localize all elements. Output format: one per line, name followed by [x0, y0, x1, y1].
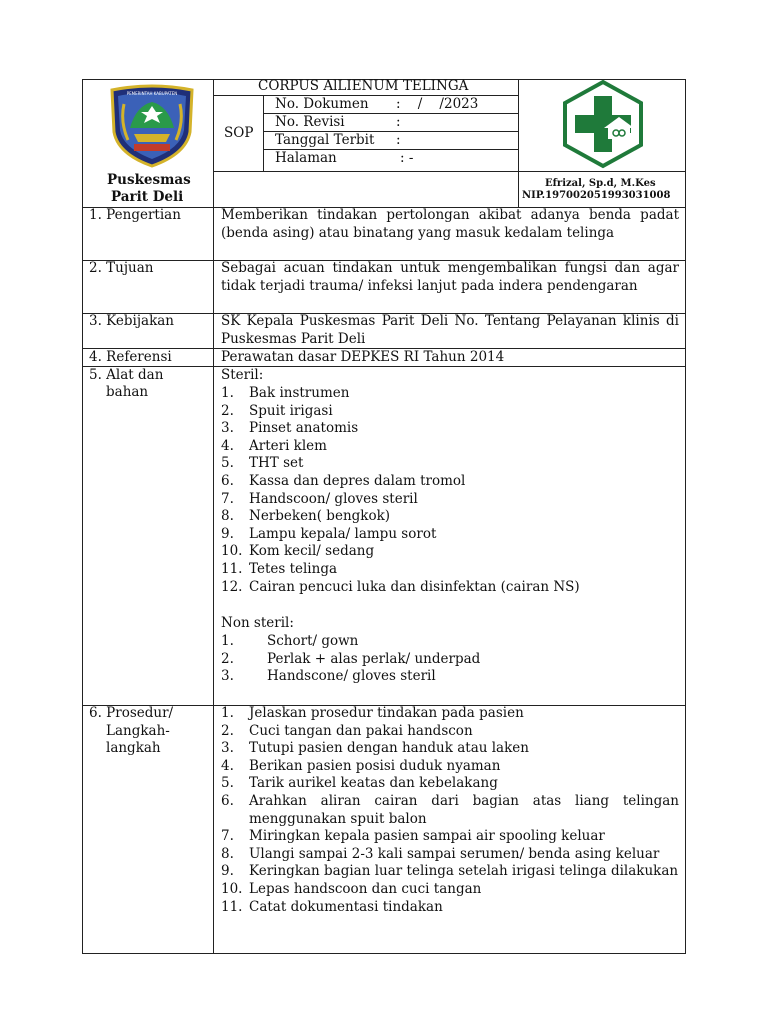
steril-item-text: Spuit irigasi: [249, 402, 333, 419]
steril-item: [221, 438, 679, 456]
table-border-right: [685, 79, 686, 954]
procedure-step: [221, 793, 679, 828]
health-cross-logo: [557, 79, 649, 169]
table-col-divider: [213, 79, 214, 954]
steril-item-text: THT set: [249, 455, 304, 472]
doc-field-value-tanggal: :: [396, 132, 401, 148]
table-border-left: [82, 79, 83, 954]
steril-item-number: 10.: [221, 543, 243, 560]
procedure-step: [221, 899, 679, 917]
procedure-step: [221, 881, 679, 899]
doc-field-value-halaman: : -: [400, 150, 414, 166]
section-label-kebijakan: 3. Kebijakan: [89, 313, 175, 329]
section-label-prosedur-2: Langkah-: [106, 723, 170, 739]
procedure-step-text: Cuci tangan dan pakai handscon: [249, 722, 473, 739]
procedure-step-number: 6.: [221, 792, 234, 809]
org-name-line1: Puskesmas: [107, 172, 191, 188]
steril-item-number: 1.: [221, 385, 234, 401]
section-text-kebijakan: SK Kepala Puskesmas Parit Deli No. Tentang Pelayanan klinis di Puskesmas Parit Deli: [221, 313, 679, 347]
nonsteril-item-number: 1.: [221, 633, 234, 649]
steril-item-number: 11.: [221, 560, 243, 577]
steril-item-text: Kom kecil/ sedang: [249, 543, 375, 560]
steril-item-number: 6.: [221, 472, 234, 489]
steril-item-number: 7.: [221, 490, 234, 507]
steril-item: [221, 473, 679, 491]
steril-item-text: Bak instrumen: [249, 385, 350, 401]
nonsteril-list: [221, 633, 679, 686]
procedure-step: [221, 846, 679, 864]
steril-list: [221, 385, 679, 596]
procedure-step-text: Jelaskan prosedur tindakan pada pasien: [249, 705, 524, 721]
section-label-referensi: 4. Referensi: [89, 349, 172, 365]
steril-item-text: Kassa dan depres dalam tromol: [249, 472, 466, 489]
signer-name: Efrizal, Sp.d, M.Kes: [545, 178, 656, 189]
procedure-step: [221, 723, 679, 741]
section-label-tujuan: 2. Tujuan: [89, 260, 154, 276]
section-label-alat: 5. Alat dan: [89, 367, 164, 383]
procedure-step-text: Lepas handscoon dan cuci tangan: [249, 880, 482, 897]
procedure-step-text: Berikan pasien posisi duduk nyaman: [249, 757, 501, 774]
nonsteril-item-text: Schort/ gown: [267, 633, 359, 649]
procedure-step-number: 5.: [221, 775, 234, 792]
nonsteril-item-number: 2.: [221, 650, 234, 667]
org-name-line2: Parit Deli: [111, 189, 184, 205]
doc-field-label-halaman: Halaman: [275, 150, 337, 166]
procedure-step-text: Keringkan bagian luar telinga setelah irigasi telinga dilakukan: [249, 863, 679, 880]
steril-item-number: 5.: [221, 455, 234, 472]
procedure-step-text: Catat dokumentasi tindakan: [249, 898, 443, 915]
nonsteril-item: [221, 651, 679, 669]
nonsteril-item-text: Perlak + alas perlak/ underpad: [267, 650, 481, 667]
nonsteril-item-text: Handscone/ gloves steril: [267, 668, 436, 685]
steril-item-number: 12.: [221, 578, 243, 595]
section-text-pengertian: Memberikan tindakan pertolongan akibat adanya benda padat (benda asing) atau binatang yang masuk kedalam telinga: [221, 207, 679, 241]
procedure-step-text: Tutupi pasien dengan handuk atau laken: [249, 740, 529, 757]
procedure-step-text: Miringkan kepala pasien sampai air spooling keluar: [249, 828, 605, 845]
steril-item: [221, 579, 679, 597]
header-col-divider-right: [518, 79, 519, 208]
procedure-step-text: Tarik aurikel keatas dan kebelakang: [249, 775, 498, 792]
procedure-step-number: 7.: [221, 828, 234, 845]
steril-item-text: Pinset anatomis: [249, 420, 359, 437]
procedure-step-number: 1.: [221, 705, 234, 721]
procedure-step-number: 9.: [221, 863, 234, 880]
steril-item-text: Cairan pencuci luka dan disinfektan (cairan NS): [249, 578, 580, 595]
steril-item: [221, 491, 679, 509]
steril-item-text: Handscoon/ gloves steril: [249, 490, 418, 507]
steril-item: [221, 420, 679, 438]
steril-item: [221, 455, 679, 473]
procedure-step-number: 10.: [221, 880, 243, 897]
procedure-step-number: 2.: [221, 722, 234, 739]
section-label-alat-2: bahan: [106, 384, 149, 400]
doc-field-label-dokumen: No. Dokumen: [275, 96, 369, 112]
steril-item: [221, 526, 679, 544]
steril-item-text: Nerbeken( bengkok): [249, 508, 391, 525]
puskesmas-crest-logo: [106, 82, 198, 168]
procedure-step-number: 11.: [221, 898, 243, 915]
header-block-line: [213, 171, 686, 172]
steril-item-number: 9.: [221, 525, 234, 542]
steril-title: Steril:: [221, 367, 264, 383]
sop-label: SOP: [224, 125, 254, 141]
procedure-step: [221, 863, 679, 881]
steril-item-number: 4.: [221, 437, 234, 454]
table-border-bottom: [82, 953, 686, 954]
doc-field-value-dokumen: : / /2023: [396, 96, 479, 112]
section-label-pengertian: 1. Pengertian: [89, 207, 181, 223]
procedure-step-number: 8.: [221, 845, 234, 862]
steril-item: [221, 403, 679, 421]
procedure-step: [221, 705, 679, 723]
steril-item: [221, 385, 679, 403]
doc-field-value-revisi: :: [396, 114, 401, 130]
nonsteril-item: [221, 668, 679, 686]
doc-field-label-tanggal: Tanggal Terbit: [275, 132, 375, 148]
steril-item: [221, 508, 679, 526]
procedure-step-text: Ulangi sampai 2-3 kali sampai serumen/ benda asing keluar: [249, 845, 660, 862]
nonsteril-item-number: 3.: [221, 668, 234, 685]
procedure-step: [221, 828, 679, 846]
section-label-prosedur: 6. Prosedur/: [89, 705, 174, 721]
section-text-referensi: Perawatan dasar DEPKES RI Tahun 2014: [221, 349, 505, 365]
steril-item: [221, 543, 679, 561]
steril-item: [221, 561, 679, 579]
steril-item-number: 2.: [221, 402, 234, 419]
svg-text:PEMERINTAH KABUPATEN: PEMERINTAH KABUPATEN: [126, 91, 178, 96]
procedure-step-number: 3.: [221, 740, 234, 757]
procedure-step-number: 4.: [221, 757, 234, 774]
section-label-prosedur-3: langkah: [106, 740, 161, 756]
document-title: CORPUS AlLIENUM TELINGA: [258, 78, 469, 94]
procedure-step: [221, 775, 679, 793]
nonsteril-title: Non steril:: [221, 615, 294, 631]
steril-item-number: 3.: [221, 420, 234, 437]
doc-field-label-revisi: No. Revisi: [275, 114, 345, 130]
header-sop-divider: [263, 95, 264, 172]
steril-item-number: 8.: [221, 508, 234, 525]
steril-item-text: Tetes telinga: [249, 560, 338, 577]
prosedur-list: [221, 705, 679, 916]
procedure-step: [221, 758, 679, 776]
section-text-tujuan: Sebagai acuan tindakan untuk mengembalikan fungsi dan agar tidak terjadi trauma/ infeksi lanjut pada indera pendengaran: [221, 260, 679, 294]
procedure-step: [221, 740, 679, 758]
steril-item-text: Arteri klem: [249, 437, 327, 454]
nonsteril-item: [221, 633, 679, 651]
steril-item-text: Lampu kepala/ lampu sorot: [249, 525, 437, 542]
signer-nip: NIP.197002051993031008: [522, 190, 671, 201]
procedure-step-text: Arahkan aliran cairan dari bagian atas liang telingan menggunakan spuit balon: [249, 792, 679, 827]
